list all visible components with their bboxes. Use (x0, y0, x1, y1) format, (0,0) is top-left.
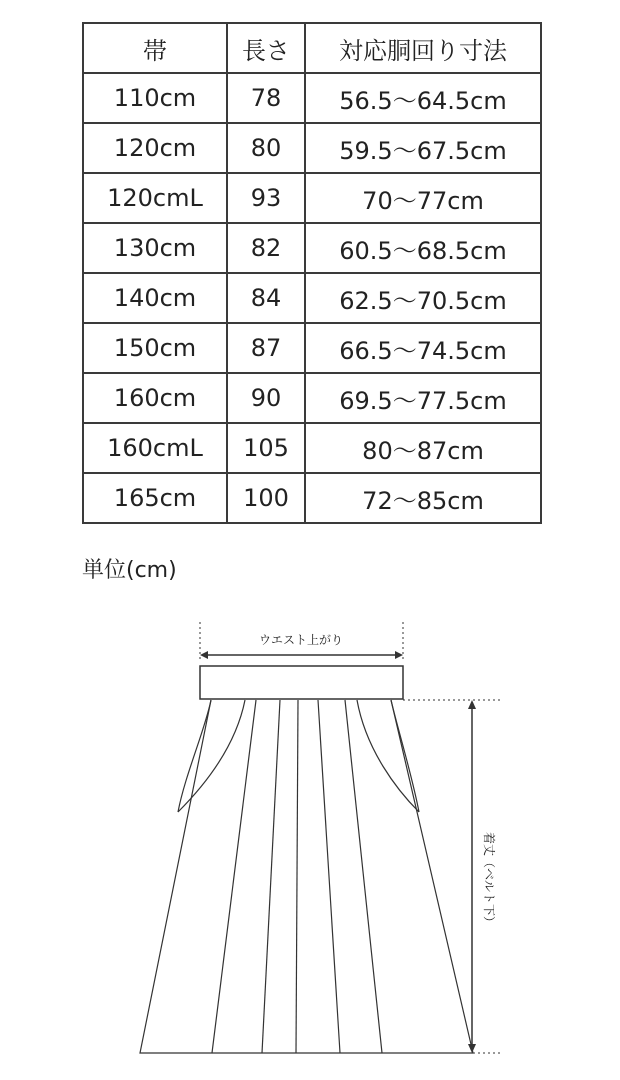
cell-waist-range: 59.5〜67.5cm (305, 123, 541, 173)
cell-waist-range: 72〜85cm (305, 473, 541, 523)
cell-waist-range: 62.5〜70.5cm (305, 273, 541, 323)
cell-waist-range: 80〜87cm (305, 423, 541, 473)
header-length: 長さ (227, 23, 305, 73)
cell-obi: 160cmL (83, 423, 227, 473)
cell-length: 93 (227, 173, 305, 223)
cell-obi: 150cm (83, 323, 227, 373)
cell-obi: 160cm (83, 373, 227, 423)
length-dimension (403, 700, 502, 1053)
table-row (83, 473, 541, 523)
cell-length: 82 (227, 223, 305, 273)
cell-length: 100 (227, 473, 305, 523)
header-obi: 帯 (83, 23, 227, 73)
table-header-row (83, 23, 541, 73)
cell-waist-range: 66.5〜74.5cm (305, 323, 541, 373)
table-row (83, 123, 541, 173)
cell-obi: 120cm (83, 123, 227, 173)
cell-obi: 140cm (83, 273, 227, 323)
table-row (83, 373, 541, 423)
cell-length: 105 (227, 423, 305, 473)
cell-obi: 120cmL (83, 173, 227, 223)
cell-length: 78 (227, 73, 305, 123)
unit-note: 単位(cm) (82, 558, 177, 583)
waist-dimension (200, 622, 403, 662)
cell-length: 87 (227, 323, 305, 373)
table-row (83, 323, 541, 373)
cell-waist-range: 56.5〜64.5cm (305, 73, 541, 123)
cell-waist-range: 69.5〜77.5cm (305, 373, 541, 423)
table-row (83, 223, 541, 273)
hakama-diagram (0, 600, 620, 1070)
cell-length: 84 (227, 273, 305, 323)
table-row (83, 423, 541, 473)
cell-obi: 110cm (83, 73, 227, 123)
table-row (83, 173, 541, 223)
cell-waist-range: 60.5〜68.5cm (305, 223, 541, 273)
cell-obi: 165cm (83, 473, 227, 523)
length-label: 着丈（ベルト下） (482, 831, 496, 929)
waist-label: ウエスト上がり (258, 633, 344, 647)
cell-length: 90 (227, 373, 305, 423)
header-waist-range: 対応胴回り寸法 (305, 23, 541, 73)
cell-waist-range: 70〜77cm (305, 173, 541, 223)
table-row (83, 273, 541, 323)
size-table (82, 22, 542, 524)
table-row (83, 73, 541, 123)
cell-obi: 130cm (83, 223, 227, 273)
cell-length: 80 (227, 123, 305, 173)
hakama-skirt (140, 700, 473, 1053)
waistband (200, 666, 403, 699)
